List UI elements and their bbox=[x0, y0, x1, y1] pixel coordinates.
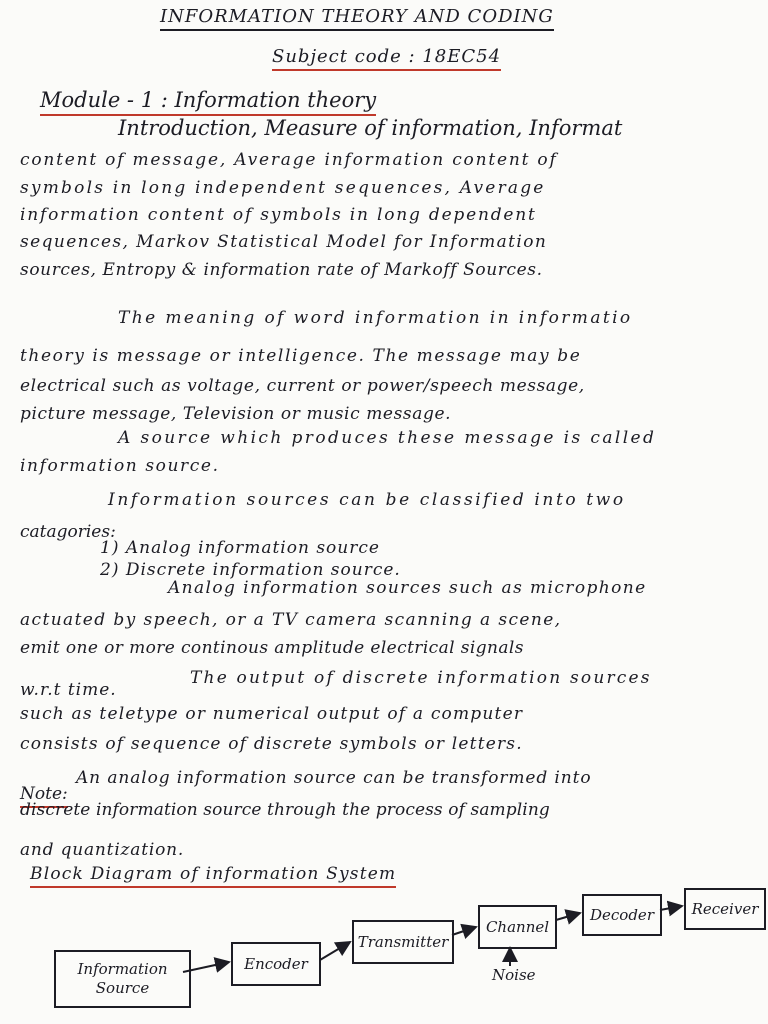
module-heading: Module - 1 : Information theory bbox=[40, 88, 376, 116]
block-channel: Channel bbox=[478, 905, 557, 949]
list-item: 2) Discrete information source. bbox=[100, 560, 401, 580]
discrete-line: such as teletype or numerical output of a computer bbox=[20, 704, 524, 724]
analog-line: emit one or more continous amplitude electrical signals bbox=[20, 638, 524, 658]
arrow-channel-to-decoder bbox=[556, 913, 580, 920]
note-line: discrete information source through the process of sampling bbox=[20, 800, 550, 820]
document-title: INFORMATION THEORY AND CODING bbox=[160, 6, 554, 31]
noise-label: Noise bbox=[492, 966, 536, 984]
note-line: and quantization. bbox=[20, 840, 185, 860]
classified-line: catagories: bbox=[20, 522, 116, 542]
source-line: information source. bbox=[20, 456, 220, 476]
source-line: A source which produces these message is called bbox=[118, 428, 657, 448]
block-transmitter: Transmitter bbox=[352, 920, 454, 964]
meaning-line: theory is message or intelligence. The message may be bbox=[20, 346, 582, 366]
intro-line: sequences, Markov Statistical Model for Information bbox=[20, 232, 548, 252]
intro-line: Introduction, Measure of information, Informat bbox=[118, 116, 623, 140]
classified-line: Information sources can be classified into two bbox=[108, 490, 626, 510]
meaning-line: electrical such as voltage, current or power/speech message, bbox=[20, 376, 585, 396]
note-line: An analog information source can be transformed into bbox=[76, 768, 592, 788]
meaning-line: The meaning of word information in informatio bbox=[118, 308, 633, 328]
analog-line: w.r.t time. bbox=[20, 680, 117, 700]
subject-code: Subject code : 18EC54 bbox=[272, 46, 501, 71]
note-label: Note: bbox=[20, 784, 68, 808]
intro-line: sources, Entropy & information rate of Markoff Sources. bbox=[20, 260, 543, 280]
list-item: 1) Analog information source bbox=[100, 538, 380, 558]
discrete-line: consists of sequence of discrete symbols or letters. bbox=[20, 734, 523, 754]
analog-line: Analog information sources such as microphone bbox=[168, 578, 647, 598]
analog-line: actuated by speech, or a TV camera scanning a scene, bbox=[20, 610, 562, 630]
intro-line: content of message, Average information content of bbox=[20, 150, 558, 170]
meaning-line: picture message, Television or music message. bbox=[20, 404, 452, 424]
diagram-heading: Block Diagram of information System bbox=[30, 864, 396, 888]
intro-line: symbols in long independent sequences, Average bbox=[20, 178, 546, 198]
block-receiver: Receiver bbox=[684, 888, 766, 930]
intro-line: information content of symbols in long dependent bbox=[20, 205, 537, 225]
arrow-decoder-to-receiver bbox=[660, 906, 682, 910]
block-encoder: Encoder bbox=[231, 942, 321, 986]
discrete-line: The output of discrete information sources bbox=[190, 668, 652, 688]
block-information-source: Information Source bbox=[54, 950, 191, 1008]
arrow-encoder-to-transmitter bbox=[320, 942, 350, 960]
block-decoder: Decoder bbox=[582, 894, 662, 936]
arrow-transmitter-to-channel bbox=[452, 927, 476, 935]
